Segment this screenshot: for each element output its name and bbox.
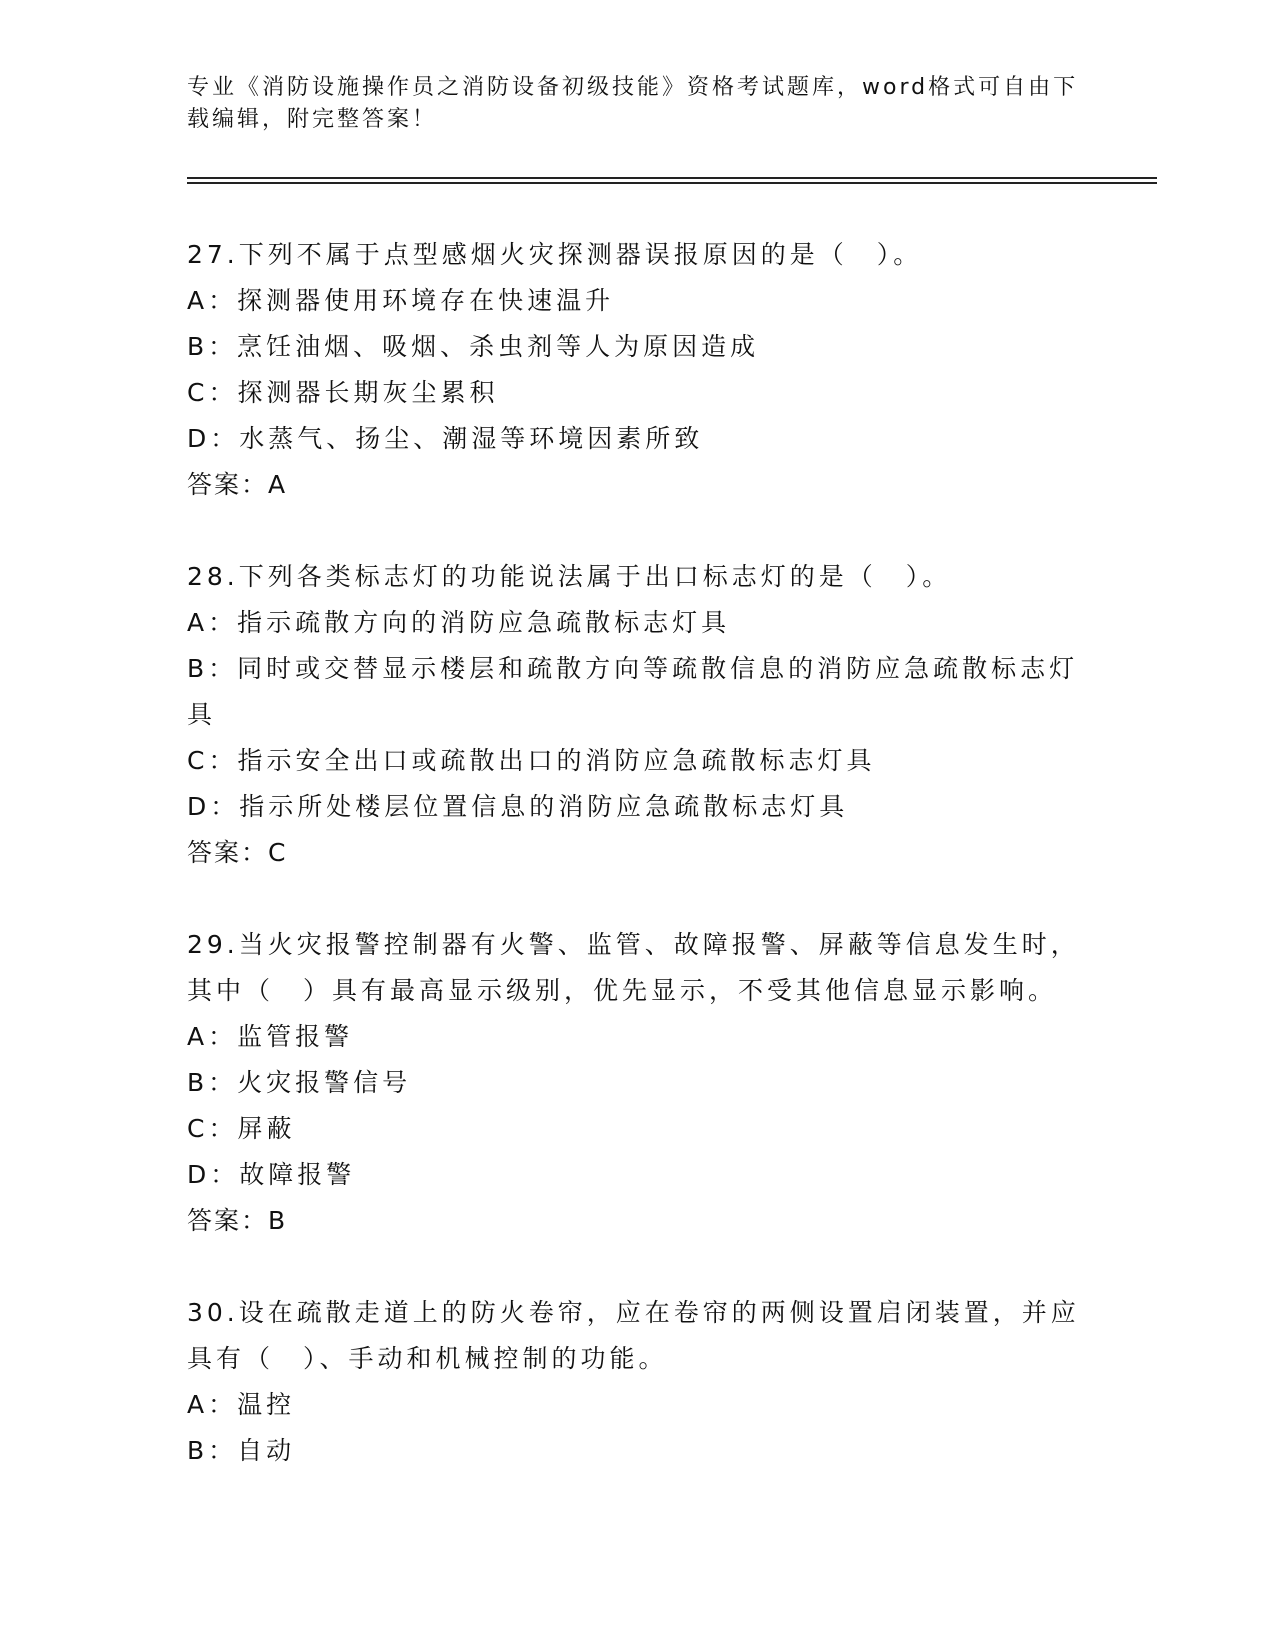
option-c: C：探测器长期灰尘累积 [187,378,499,407]
question-stem-line-1: 30.设在疏散走道上的防火卷帘，应在卷帘的两侧设置启闭装置，并应 [187,1298,1080,1327]
question-stem: 28.下列各类标志灯的功能说法属于出口标志灯的是（ ）。 [187,562,952,591]
option-c: C：指示安全出口或疏散出口的消防应急疏散标志灯具 [187,746,876,775]
header-divider-top [187,177,1157,179]
question-30 [187,1290,1087,1474]
document-header [187,72,1087,136]
question-stem-line-1: 29.当火灾报警控制器有火警、监管、故障报警、屏蔽等信息发生时， [187,930,1080,959]
header-line-2: 载编辑，附完整答案！ [187,107,438,132]
question-27 [187,232,1087,508]
answer: 答案：A [187,470,288,499]
option-d: D：指示所处楼层位置信息的消防应急疏散标志灯具 [187,792,849,821]
option-b: B：烹饪油烟、吸烟、杀虫剂等人为原因造成 [187,332,760,361]
question-stem-line-2: 具有（ ）、手动和机械控制的功能。 [187,1344,668,1373]
question-stem: 27.下列不属于点型感烟火灾探测器误报原因的是（ ）。 [187,240,923,269]
option-a: A：指示疏散方向的消防应急疏散标志灯具 [187,608,731,637]
option-d: D：故障报警 [187,1160,356,1189]
header-line-1: 专业《消防设施操作员之消防设备初级技能》资格考试题库，word格式可自由下 [187,75,1079,100]
option-b: B：同时或交替显示楼层和疏散方向等疏散信息的消防应急疏散标志灯 [187,654,1079,683]
question-28 [187,554,1087,876]
option-a: A：温控 [187,1390,296,1419]
option-c: C：屏蔽 [187,1114,296,1143]
question-29 [187,922,1087,1244]
option-d: D：水蒸气、扬尘、潮湿等环境因素所致 [187,424,704,453]
option-b-continued: 具 [187,700,217,729]
answer: 答案：C [187,838,288,867]
option-a: A：监管报警 [187,1022,354,1051]
answer: 答案：B [187,1206,288,1235]
header-divider-bottom [187,182,1157,184]
option-b: B：火灾报警信号 [187,1068,412,1097]
option-b: B：自动 [187,1436,296,1465]
question-stem-line-2: 其中（ ）具有最高显示级别，优先显示，不受其他信息显示影响。 [187,976,1058,1005]
question-list [187,232,1087,1520]
option-a: A：探测器使用环境存在快速温升 [187,286,615,315]
